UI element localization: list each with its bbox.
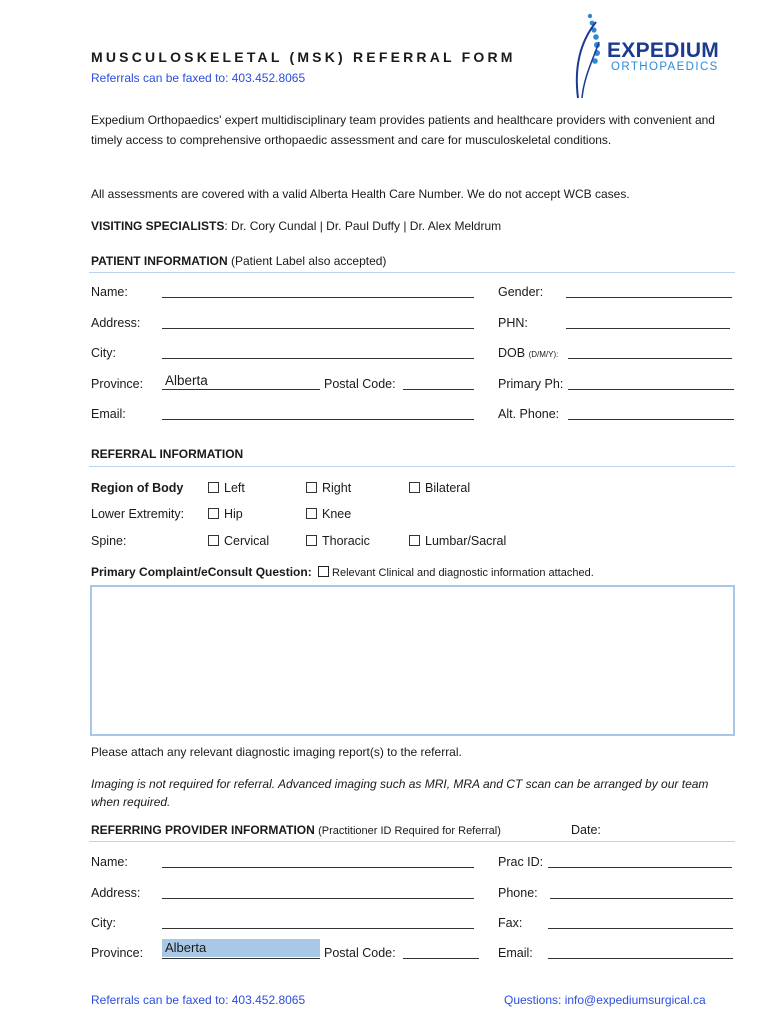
patient-address-field[interactable] [162, 317, 474, 329]
checkbox-thoracic-label: Thoracic [322, 534, 370, 548]
provider-fax-field[interactable] [548, 917, 733, 929]
patient-dob-label [498, 346, 558, 360]
checkbox-box[interactable] [208, 482, 219, 493]
patient-province-field[interactable] [162, 373, 320, 390]
checkbox-thoracic[interactable] [306, 534, 370, 548]
checkbox-hip[interactable] [208, 507, 243, 521]
patient-primary-phone-label: Primary Ph: [498, 377, 564, 391]
patient-heading-text: PATIENT INFORMATION [91, 254, 228, 268]
provider-email-field[interactable] [548, 947, 733, 959]
complaint-row [91, 565, 594, 579]
provider-postal-field[interactable] [403, 947, 479, 959]
patient-alt-phone-label: Alt. Phone: [498, 407, 560, 421]
intro-paragraph: Expedium Orthopaedics' expert multidisciplinary team provides patients and healthcare providers with convenient and timely access to comprehensive orthopaedic assessment and care for musculoskeletal conditions. [91, 113, 715, 147]
clinical-info-label: Relevant Clinical and diagnostic information attached. [332, 567, 594, 579]
provider-phone-field[interactable] [550, 887, 733, 899]
provider-city-field[interactable] [162, 917, 474, 929]
specialists-label: VISITING SPECIALISTS [91, 219, 225, 233]
patient-province-label: Province: [91, 377, 144, 391]
provider-address-label: Address: [91, 886, 141, 900]
patient-email-label: Email: [91, 407, 126, 421]
checkbox-bilateral-label: Bilateral [425, 481, 471, 495]
form-title: MUSCULOSKELETAL (MSK) REFERRAL FORM [91, 49, 516, 65]
provider-province-field[interactable] [162, 940, 320, 959]
checkbox-box[interactable] [306, 482, 317, 493]
fax-note-top: Referrals can be faxed to: 403.452.8065 [91, 71, 306, 85]
checkbox-right[interactable] [306, 481, 351, 495]
complaint-textarea[interactable] [90, 585, 735, 736]
provider-city-label: City: [91, 916, 116, 930]
patient-section-heading [91, 254, 386, 268]
patient-section-rule [89, 272, 735, 273]
provider-section-heading [91, 823, 501, 837]
provider-phone-label: Phone: [498, 886, 538, 900]
provider-heading-text: REFERRING PROVIDER INFORMATION [91, 823, 315, 837]
logo-subtitle: ORTHOPAEDICS [611, 61, 719, 73]
checkbox-box[interactable] [208, 535, 219, 546]
region-label: Region of Body [91, 481, 184, 495]
provider-province-label: Province: [91, 946, 144, 960]
checkbox-box[interactable] [409, 482, 420, 493]
checkbox-lumbar[interactable] [409, 534, 506, 548]
provider-postal-label: Postal Code: [324, 946, 396, 960]
patient-phn-label: PHN: [498, 316, 528, 330]
dob-format: (D/M/Y): [528, 350, 559, 359]
checkbox-box[interactable] [208, 508, 219, 519]
fax-note-footer: Referrals can be faxed to: 403.452.8065 [91, 993, 306, 1007]
checkbox-box[interactable] [409, 535, 420, 546]
patient-city-label: City: [91, 346, 116, 360]
expedium-logo [570, 12, 745, 102]
patient-name-field[interactable] [162, 286, 474, 298]
provider-section-rule [89, 841, 735, 842]
provider-pracid-label: Prac ID: [498, 855, 544, 869]
checkbox-right-label: Right [322, 481, 352, 495]
checkbox-cervical-label: Cervical [224, 534, 270, 548]
lower-extremity-label: Lower Extremity: [91, 507, 185, 521]
patient-primary-phone-field[interactable] [568, 378, 734, 390]
complaint-label: Primary Complaint/eConsult Question: [91, 565, 312, 579]
patient-province-value: Alberta [165, 373, 208, 388]
provider-province-value: Alberta [162, 939, 320, 957]
provider-pracid-field[interactable] [548, 856, 732, 868]
patient-postal-label: Postal Code: [324, 377, 396, 391]
imaging-note: Imaging is not required for referral. Advanced imaging such as MRI, MRA and CT scan can be arranged by our team when required. [91, 777, 709, 809]
checkbox-lumbar-label: Lumbar/Sacral [425, 534, 507, 548]
patient-gender-label: Gender: [498, 285, 544, 299]
patient-phn-field[interactable] [566, 317, 730, 329]
patient-alt-phone-field[interactable] [568, 408, 734, 420]
questions-email-link[interactable]: Questions: info@expediumsurgical.ca [504, 993, 706, 1007]
patient-email-field[interactable] [162, 408, 474, 420]
checkbox-bilateral[interactable] [409, 481, 470, 495]
patient-heading-sub: (Patient Label also accepted) [231, 254, 387, 268]
patient-address-label: Address: [91, 316, 141, 330]
attach-note: Please attach any relevant diagnostic imaging report(s) to the referral. [91, 745, 462, 759]
checkbox-box[interactable] [306, 508, 317, 519]
clinical-info-checkbox[interactable] [318, 566, 329, 577]
dob-text: DOB [498, 346, 526, 360]
provider-heading-sub: (Practitioner ID Required for Referral) [318, 825, 501, 837]
specialists-value: : Dr. Cory Cundal | Dr. Paul Duffy | Dr. Alex Meldrum [224, 219, 502, 233]
provider-fax-label: Fax: [498, 916, 523, 930]
provider-address-field[interactable] [162, 887, 474, 899]
referral-section-rule [89, 466, 735, 467]
coverage-paragraph: All assessments are covered with a valid Alberta Health Care Number. We do not accept WCB cases. [91, 187, 630, 201]
patient-city-field[interactable] [162, 347, 474, 359]
specialists-line [91, 216, 731, 236]
patient-gender-field[interactable] [566, 286, 732, 298]
checkbox-hip-label: Hip [224, 507, 243, 521]
patient-postal-field[interactable] [403, 378, 474, 390]
referral-section-heading: REFERRAL INFORMATION [91, 447, 244, 461]
checkbox-left[interactable] [208, 481, 245, 495]
checkbox-knee[interactable] [306, 507, 351, 521]
provider-name-label: Name: [91, 855, 128, 869]
patient-name-label: Name: [91, 285, 128, 299]
checkbox-knee-label: Knee [322, 507, 352, 521]
provider-name-field[interactable] [162, 856, 474, 868]
spine-label: Spine: [91, 534, 127, 548]
logo-wordmark: EXPEDIUM [607, 39, 720, 62]
patient-dob-field[interactable] [568, 347, 732, 359]
provider-email-label: Email: [498, 946, 533, 960]
checkbox-left-label: Left [224, 481, 245, 495]
provider-date-label: Date: [571, 823, 601, 837]
spine-logo-icon [570, 12, 610, 102]
checkbox-cervical[interactable] [208, 534, 269, 548]
checkbox-box[interactable] [306, 535, 317, 546]
